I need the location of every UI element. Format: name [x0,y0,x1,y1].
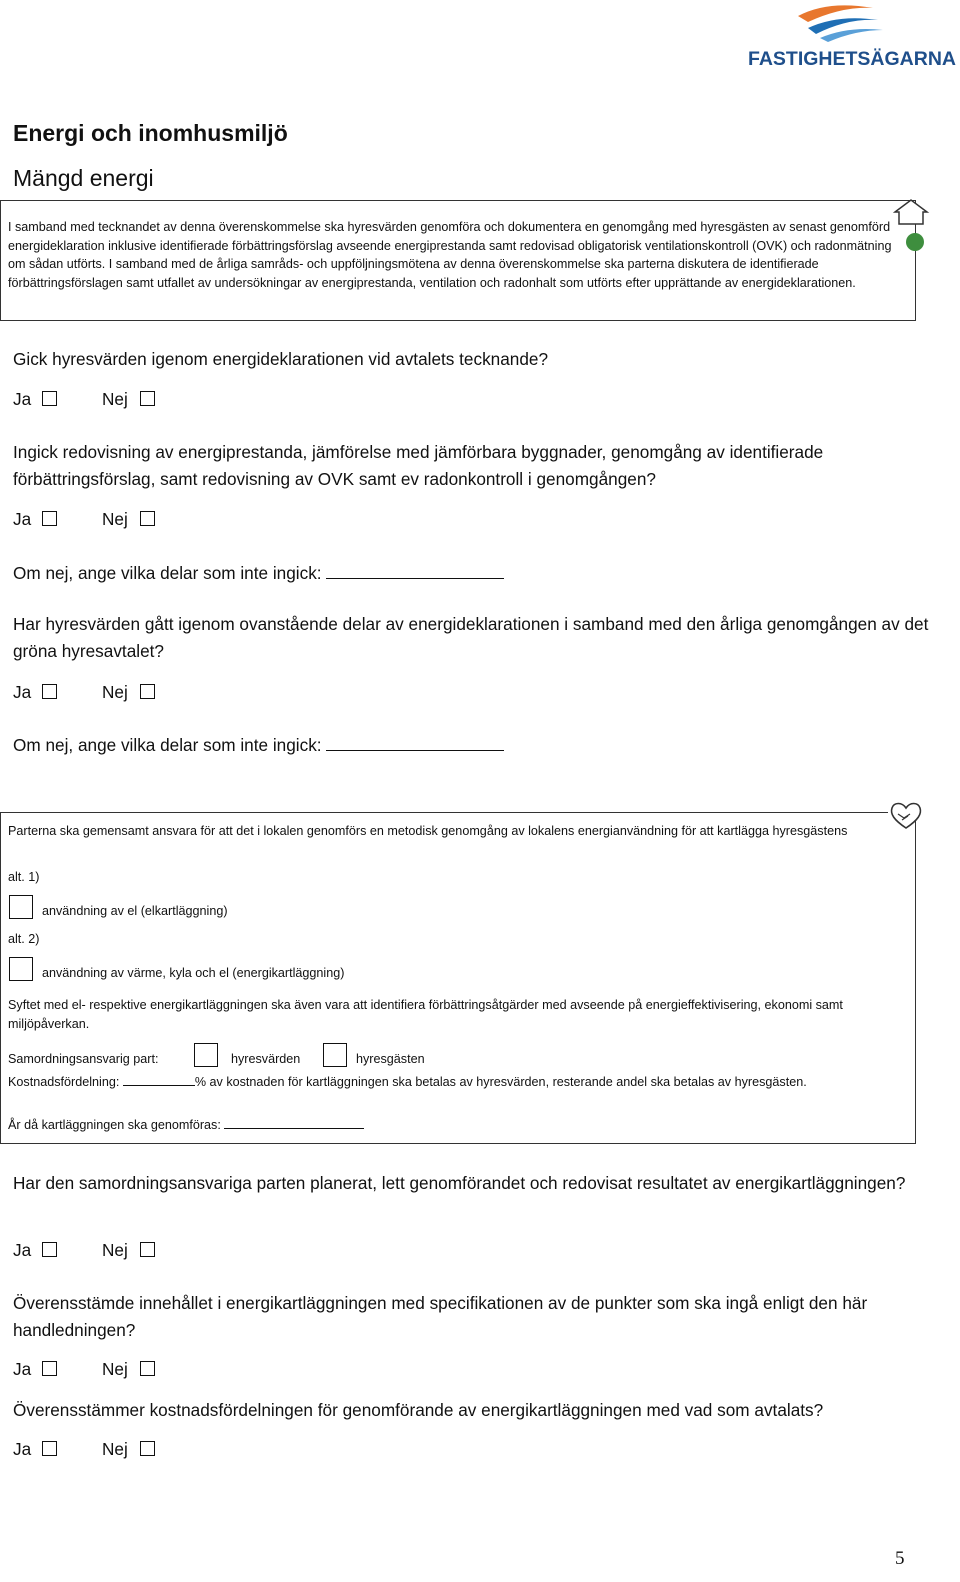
yes-label: Ja [13,389,32,409]
yes-label: Ja [13,509,32,529]
no-checkbox[interactable] [140,1242,155,1257]
coordinator-tenant-checkbox[interactable] [323,1043,347,1067]
year-line[interactable] [224,1116,364,1129]
no-label: Nej [102,1359,128,1379]
page-title: Energi och inomhusmiljö [13,120,288,146]
section-subtitle: Mängd energi [13,165,154,191]
no-label: Nej [102,389,128,409]
question-annual-review: Har hyresvärden gått igenom ovanstående delar av energideklarationen i samband med den årliga genomgången av det gröna hyresavtalet? [13,614,929,661]
alt1-label: alt. 1) [8,870,40,884]
alt1-checkbox[interactable] [9,895,33,919]
no-checkbox[interactable] [140,1361,155,1376]
no-checkbox[interactable] [140,511,155,526]
mapping-purpose: Syftet med el- respektive energikartläggningen ska även vara att identifiera förbättringsåtgärder med avseende på energieffektivisering, ekonomi samt miljöpåverkan. [8,998,843,1031]
followup-label: Om nej, ange vilka delar som inte ingick: [13,563,322,583]
answer-line[interactable] [326,736,504,751]
yes-label: Ja [13,682,32,702]
no-checkbox[interactable] [140,684,155,699]
yes-checkbox[interactable] [42,1361,57,1376]
question-energy-declaration: Gick hyresvärden igenom energideklarationen vid avtalets tecknande? [13,349,549,369]
question-mapping-content: Överensstämde innehållet i energikartläggningen med specifikationen av de punkter som ska ingå enligt den här handledningen? [13,1293,868,1340]
no-checkbox[interactable] [140,1441,155,1456]
house-icon [893,198,933,254]
logo-text: FASTIGHETSÄGARNA [748,48,957,70]
alt1-text: användning av el (elkartläggning) [42,904,228,918]
yes-label: Ja [13,1359,32,1379]
yes-checkbox[interactable] [42,391,57,406]
followup-label: Om nej, ange vilka delar som inte ingick: [13,735,322,755]
intro-box [0,200,916,321]
intro-text: I samband med tecknandet av denna överenskommelse ska hyresvärden genomföra och dokumentera en genomgång med hyresgästen av senast genomförd energideklaration inklusive identifierade förbättringsförslag avseende energiprestanda samt redovisad obligatorisk ventilationskontroll (OVK) och radonmätning om sådan utförts. I samband med de årliga samråds- och uppföljningsmötena av denna överenskommelse ska parterna diskutera de identifierade förbättringsförslagen samt utfallet av undersökningar av energiprestanda, ventilation och radonhalt som utförts efter upprättande av energideklarationen. [8,220,892,290]
cost-distribution [8,1073,868,1092]
yes-label: Ja [13,1439,32,1459]
no-label: Nej [102,1240,128,1260]
alt2-checkbox[interactable] [9,957,33,981]
coordinator-tenant-label: hyresgästen [356,1052,425,1066]
yes-checkbox[interactable] [42,511,57,526]
cost-percent-line[interactable] [123,1073,195,1086]
cost-label: Kostnadsfördelning: [8,1075,120,1089]
yes-checkbox[interactable] [42,1242,57,1257]
energy-mapping-box [0,812,916,1144]
followup-q3 [13,732,933,759]
yes-checkbox[interactable] [42,684,57,699]
year-row [8,1116,888,1135]
no-checkbox[interactable] [140,391,155,406]
no-label: Nej [102,682,128,702]
coordinator-label: Samordningsansvarig part: [8,1052,159,1066]
question-energy-performance: Ingick redovisning av energiprestanda, jämförelse med jämförbara byggnader, genomgång av identifierade förbättringsförslag, samt redovisning av OVK samt ev radonkontroll i genomgången? [13,442,824,489]
coordinator-landlord-checkbox[interactable] [194,1043,218,1067]
page-number: 5 [895,1548,905,1569]
answer-line[interactable] [326,564,504,579]
handshake-heart-icon [888,800,924,832]
followup-q2 [13,560,933,587]
question-cost-distribution: Överensstämmer kostnadsfördelningen för genomförande av energikartläggningen med vad som avtalats? [13,1400,824,1420]
alt2-text: användning av värme, kyla och el (energikartläggning) [42,966,345,980]
coordinator-landlord-label: hyresvärden [231,1052,301,1066]
no-label: Nej [102,1439,128,1459]
year-label: År då kartläggningen ska genomföras: [8,1118,221,1132]
cost-text: % av kostnaden för kartläggningen ska betalas av hyresvärden, resterande andel ska betalas av hyresgästen. [194,1075,807,1089]
yes-label: Ja [13,1240,32,1260]
question-mapping-result: Har den samordningsansvariga parten planerat, lett genomförandet och redovisat resultatet av energikartläggningen? [13,1173,906,1193]
alt2-label: alt. 2) [8,932,40,946]
no-label: Nej [102,509,128,529]
yes-checkbox[interactable] [42,1441,57,1456]
mapping-intro: Parterna ska gemensamt ansvara för att det i lokalen genomförs en metodisk genomgång av lokalens energianvändning för att kartlägga hyresgästens [8,824,848,838]
